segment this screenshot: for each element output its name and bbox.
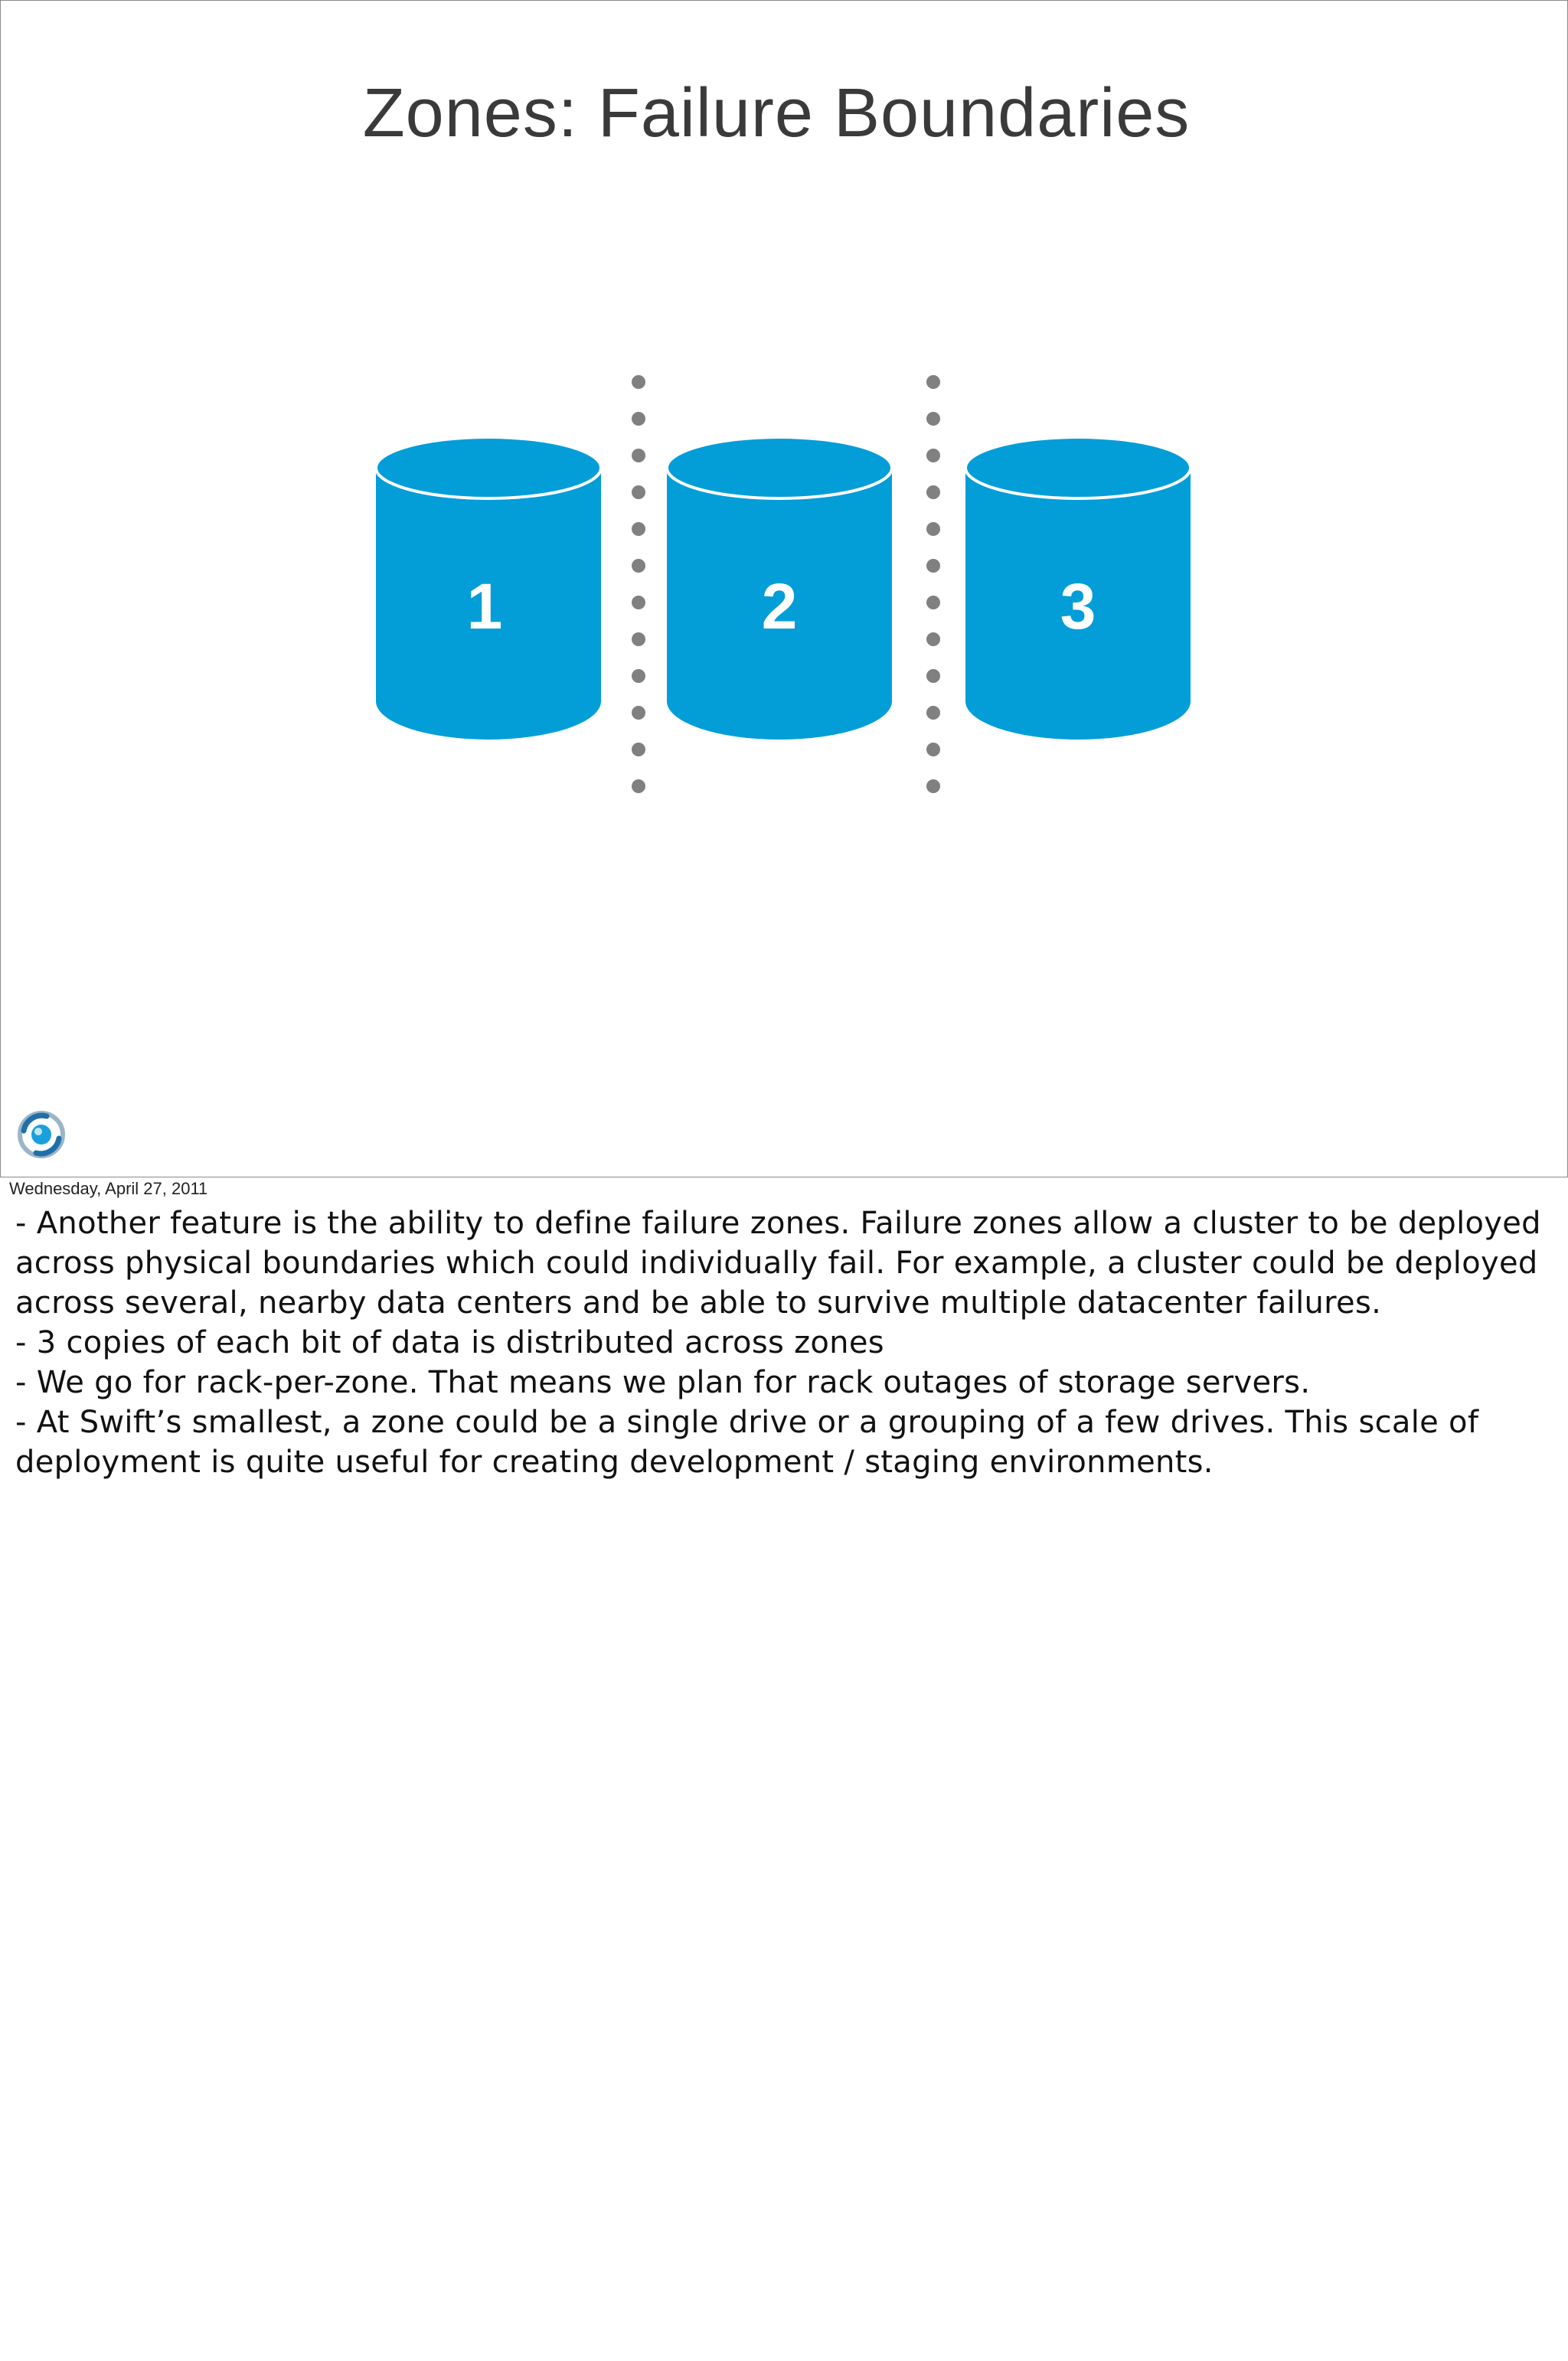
cylinder-top <box>965 437 1191 498</box>
note-item: - We go for rack-per-zone. That means we plan for rack outages of storage servers. <box>15 1365 1311 1400</box>
zone-label-1: 1 <box>466 570 503 642</box>
swift-logo-icon <box>16 1109 67 1160</box>
dotted-separator-left <box>632 375 645 793</box>
dotted-separator-right <box>926 375 940 793</box>
zone-label-3: 3 <box>1060 570 1096 642</box>
speaker-notes <box>15 1203 1554 1482</box>
slide-title: Zones: Failure Boundaries <box>362 75 1191 152</box>
slide <box>0 0 1568 1177</box>
note-item: - 3 copies of each bit of data is distributed across zones <box>15 1325 884 1360</box>
date-caption: Wednesday, April 27, 2011 <box>9 1179 208 1198</box>
zone-label-2: 2 <box>761 570 798 642</box>
cylinder-top <box>376 437 601 498</box>
zones-diagram <box>1 1 1567 1177</box>
cylinder-top <box>667 437 892 498</box>
zone-cylinder-1 <box>376 437 601 740</box>
note-item: - At Swift’s smallest, a zone could be a single drive or a grouping of a few drives. This scale of deployment is quite useful for creating development / staging environments. <box>15 1405 1479 1480</box>
zone-cylinder-3 <box>965 437 1191 740</box>
zone-cylinder-2 <box>667 437 892 740</box>
note-item: - Another feature is the ability to define failure zones. Failure zones allow a cluster to be deployed across physical boundaries which could individually fail. For example, a cluster could be deployed across several, nearby data centers and be able to survive multiple datacenter failures. <box>15 1206 1541 1321</box>
